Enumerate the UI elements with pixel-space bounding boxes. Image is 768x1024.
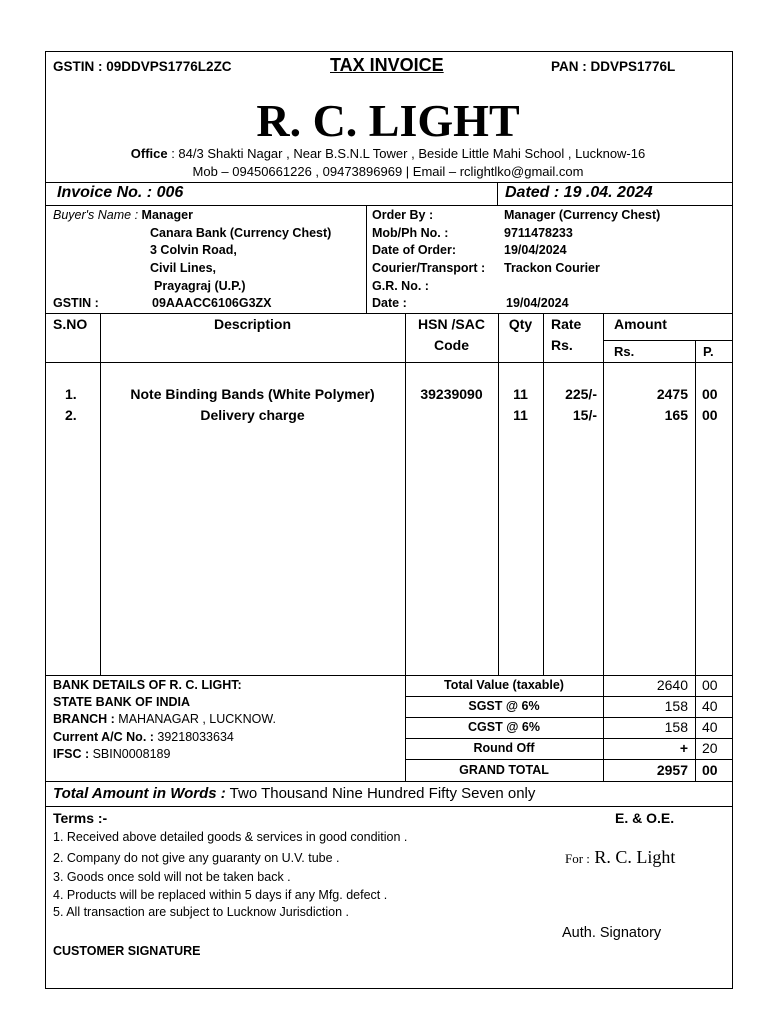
round-off-rs: + bbox=[679, 740, 688, 756]
branch-label: BRANCH : bbox=[53, 712, 115, 726]
bank-account bbox=[53, 730, 234, 744]
buyer-gstin: 09AAACC6106G3ZX bbox=[152, 296, 272, 310]
mob-value: 9711478233 bbox=[504, 226, 573, 240]
terms-item: 2. Company do not give any guaranty on U.V. tube . bbox=[53, 851, 340, 865]
date-of-order: 19/04/2024 bbox=[504, 243, 567, 257]
bank-branch bbox=[53, 712, 276, 726]
divider bbox=[45, 205, 733, 206]
divider bbox=[45, 313, 733, 314]
contact-line: Mob – 09450661226 , 09473896969 | Email – rclightlko@gmail.com bbox=[192, 164, 584, 179]
divider bbox=[366, 205, 367, 313]
auth-signatory: Auth. Signatory bbox=[562, 925, 662, 941]
row-sno: 2. bbox=[65, 407, 77, 423]
divider bbox=[497, 182, 498, 206]
account-label: Current A/C No. : bbox=[53, 730, 154, 744]
col-divider bbox=[695, 340, 696, 782]
header-amount: Amount bbox=[614, 316, 667, 332]
for-label: For : bbox=[565, 851, 590, 866]
gr-label: G.R. No. : bbox=[372, 279, 429, 293]
invoice-date: Dated : 19 .04. 2024 bbox=[505, 184, 653, 201]
header-rate: Rate bbox=[551, 316, 582, 332]
row-amount-rs: 165 bbox=[664, 407, 688, 423]
buyer-address-line: 3 Colvin Road, bbox=[150, 243, 237, 257]
order-by-label: Order By : bbox=[372, 208, 434, 222]
total-label: Total Value (taxable) bbox=[444, 678, 564, 692]
outer-border-right bbox=[732, 51, 733, 989]
customer-signature: CUSTOMER SIGNATURE bbox=[53, 944, 201, 958]
terms-item: 5. All transaction are subject to Lucknow Jurisdiction . bbox=[53, 905, 349, 919]
divider bbox=[45, 781, 733, 782]
amount-in-words bbox=[53, 785, 535, 802]
divider bbox=[45, 182, 733, 183]
bank-name: STATE BANK OF INDIA bbox=[53, 695, 191, 709]
row-rate: 225/- bbox=[565, 386, 597, 402]
outer-border-top bbox=[45, 51, 733, 52]
sgst-label: SGST @ 6% bbox=[468, 699, 540, 713]
sgst-p: 40 bbox=[702, 698, 718, 714]
buyer-name: Manager bbox=[141, 208, 193, 222]
divider bbox=[603, 340, 733, 341]
header-amount-p: P. bbox=[703, 344, 714, 359]
cgst-label: CGST @ 6% bbox=[468, 720, 540, 734]
row-sno: 1. bbox=[65, 386, 77, 402]
branch-value: MAHANAGAR , LUCKNOW. bbox=[114, 712, 276, 726]
grand-total-label: GRAND TOTAL bbox=[459, 763, 549, 777]
office-text: : 84/3 Shakti Nagar , Near B.S.N.L Tower , Beside Little Mahi School , Lucknow-16 bbox=[167, 146, 646, 161]
amount-words-label: Total Amount in Words : bbox=[53, 785, 226, 802]
date-of-order-label: Date of Order: bbox=[372, 243, 457, 257]
for-company bbox=[565, 847, 675, 868]
courier-label: Courier/Transport : bbox=[372, 261, 486, 275]
header-description: Description bbox=[213, 316, 291, 332]
row-qty: 11 bbox=[513, 407, 528, 423]
terms-item: 3. Goods once sold will not be taken back . bbox=[53, 870, 291, 884]
col-divider bbox=[100, 313, 101, 675]
row-description: Note Binding Bands (White Polymer) bbox=[130, 386, 375, 402]
invoice-number: Invoice No. : 006 bbox=[57, 184, 184, 201]
cgst-p: 40 bbox=[702, 719, 718, 735]
cgst-rs: 158 bbox=[664, 719, 688, 735]
eoe-note: E. & O.E. bbox=[615, 810, 675, 826]
header-hsn-code: Code bbox=[434, 337, 469, 353]
ifsc-value: SBIN0008189 bbox=[89, 747, 171, 761]
buyer-gstin-label: GSTIN : bbox=[53, 296, 99, 310]
bank-ifsc bbox=[53, 747, 170, 761]
terms-item: 1. Received above detailed goods & services in good condition . bbox=[53, 830, 408, 844]
col-divider bbox=[543, 313, 544, 675]
divider bbox=[405, 696, 733, 697]
header-rate-rs: Rs. bbox=[551, 337, 573, 353]
office-address bbox=[0, 146, 768, 161]
grand-total-p: 00 bbox=[702, 762, 718, 778]
buyer-address-line: Civil Lines, bbox=[150, 261, 216, 275]
buyer-address-line: Prayagraj (U.P.) bbox=[154, 279, 246, 293]
mob-label: Mob/Ph No. : bbox=[372, 226, 449, 240]
total-rs: 2640 bbox=[656, 677, 688, 693]
round-off-label: Round Off bbox=[473, 741, 535, 755]
order-by: Manager (Currency Chest) bbox=[504, 208, 661, 222]
header-sno: S.NO bbox=[53, 316, 88, 332]
divider bbox=[45, 675, 733, 676]
round-off-p: 20 bbox=[702, 740, 718, 756]
sgst-rs: 158 bbox=[664, 698, 688, 714]
row-hsn: 39239090 bbox=[420, 386, 483, 402]
header-qty: Qty bbox=[508, 316, 533, 332]
row-amount-p: 00 bbox=[702, 386, 718, 402]
header-amount-rs: Rs. bbox=[614, 344, 635, 359]
row-amount-p: 00 bbox=[702, 407, 718, 423]
divider bbox=[45, 806, 733, 807]
col-divider bbox=[498, 313, 499, 675]
amount-words-value: Two Thousand Nine Hundred Fifty Seven only bbox=[225, 785, 536, 802]
courier-value: Trackon Courier bbox=[504, 261, 600, 275]
divider bbox=[405, 738, 733, 739]
for-name: R. C. Light bbox=[589, 847, 676, 867]
grand-total-rs: 2957 bbox=[656, 762, 688, 778]
row-qty: 11 bbox=[513, 386, 528, 402]
header-hsn: HSN /SAC bbox=[418, 316, 485, 332]
row-description: Delivery charge bbox=[200, 407, 305, 423]
divider bbox=[45, 362, 733, 363]
row-amount-rs: 2475 bbox=[656, 386, 688, 402]
terms-item: 4. Products will be replaced within 5 days if any Mfg. defect . bbox=[53, 888, 388, 902]
divider bbox=[405, 759, 733, 760]
outer-border-left bbox=[45, 51, 46, 989]
buyer-name-row bbox=[53, 208, 193, 222]
document-title: TAX INVOICE bbox=[330, 55, 444, 75]
date-label: Date : bbox=[372, 296, 407, 310]
company-name: R. C. LIGHT bbox=[256, 95, 520, 146]
row-rate: 15/- bbox=[572, 407, 597, 423]
seller-pan: PAN : DDVPS1776L bbox=[551, 59, 676, 74]
office-label: Office bbox=[130, 146, 168, 161]
account-value: 39218033634 bbox=[153, 730, 234, 744]
terms-title: Terms :- bbox=[53, 810, 108, 826]
divider bbox=[405, 717, 733, 718]
bank-title: BANK DETAILS OF R. C. LIGHT: bbox=[53, 678, 242, 692]
seller-gstin: GSTIN : 09DDVPS1776L2ZC bbox=[53, 59, 232, 74]
ifsc-label: IFSC : bbox=[53, 747, 90, 761]
buyer-address-line: Canara Bank (Currency Chest) bbox=[150, 226, 332, 240]
total-p: 00 bbox=[702, 677, 718, 693]
buyer-name-label: Buyer's Name : bbox=[53, 208, 139, 222]
outer-border-bottom bbox=[45, 988, 733, 989]
date-value: 19/04/2024 bbox=[506, 296, 569, 310]
